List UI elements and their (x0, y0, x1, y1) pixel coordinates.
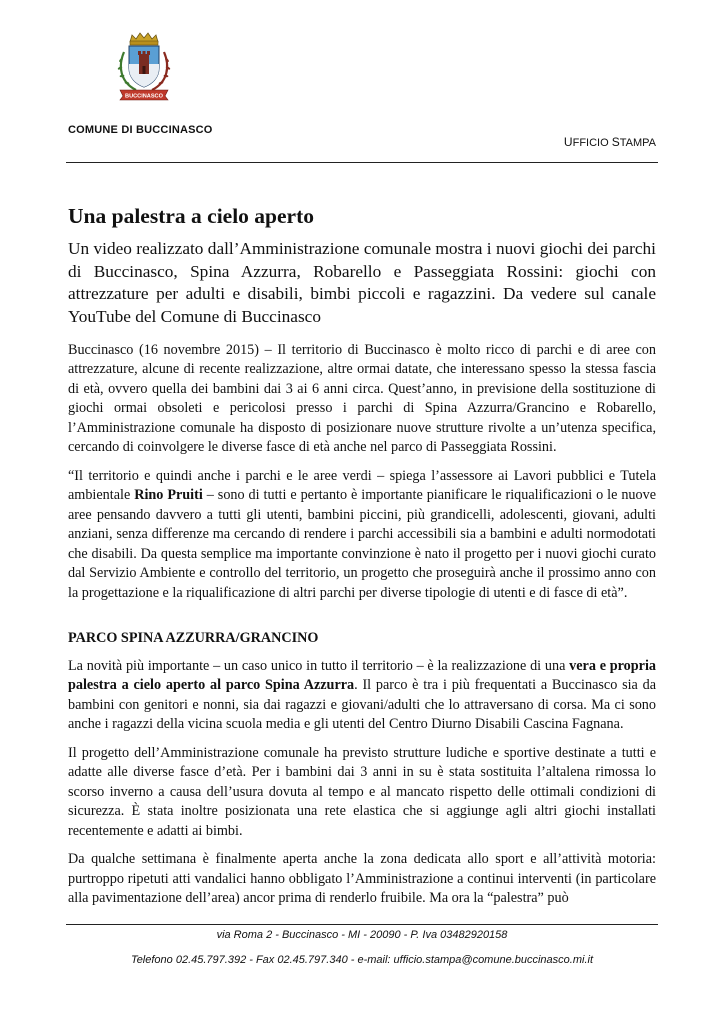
section-heading: PARCO SPINA AZZURRA/GRANCINO (68, 630, 319, 647)
article-subtitle: Un video realizzato dall’Amministrazione comunale mostra i nuovi giochi dei parchi di Buccinasco, Spina Azzurra, Robarello e Passeggiata Rossini: giochi con attrezzature per adulti e disabili, bimbi piccoli e ragazzini. Da vedere sul canale YouTube del Comune di Buccinasco (68, 239, 656, 327)
article-body (68, 203, 656, 918)
paragraph-intro: Buccinasco (16 novembre 2015) – Il territorio di Buccinasco è molto ricco di parchi e di aree con attrezzature, alcune di recente realizzazione, altre ormai datate, che interessano spesso la stessa fascia di età, ovvero quella dei bambini dai 3 ai 6 anni circa. Quest’anno, in previsione della sostituzione di giochi ormai obsoleti e pericolosi presso i parchi di Spina Azzurra/Grancino e Robarello, l’Amministrazione comunale ha disposto di posizionare nuove strutture rivolte a un’utenza specifica, cercando di coinvolgere le diverse fasce di età anche nel parco di Passeggiata Rossini. (68, 341, 656, 456)
paragraph-quote: “Il territorio e quindi anche i parchi e le aree verdi – spiega l’assessore ai Lavori pubblici e Tutela ambientale Rino Pruiti – sono di tutti e pertanto è importante pianificare le riqualificazioni o le nuove aree pensando davvero a tutti gli utenti, bambini piccini, più grandicelli, adolescenti, giovani, adulti anziani, senza differenze ma cercando di rendere i parchi accessibili sia a bambini e adulti normodotati che disabili. Da questa semplice ma importante convinzione è nato il progetto per i nuovi giochi curato dal Servizio Ambiente e controllo del territorio, un progetto che proseguirà anche il prossimo anno con la progettazione e la riqualificazione di altri parchi per diverse tipologie di utenti e di fasce di età”. (68, 467, 657, 601)
header-divider (66, 162, 658, 163)
organization-name: COMUNE DI BUCCINASCO (68, 124, 213, 136)
footer-divider (66, 924, 658, 925)
highlight-text: vera e propria palestra a cielo aperto al parco Spina Azzurra (68, 657, 656, 694)
footer-contacts: Telefono 02.45.797.392 - Fax 02.45.797.340 - e-mail: ufficio.stampa@comune.buccinasco.mi.it (130, 954, 594, 966)
office-name: UFFICIO STAMPA (563, 135, 656, 149)
article-title: Una palestra a cielo aperto (68, 204, 315, 228)
assessor-name: Rino Pruiti (134, 487, 203, 504)
coat-of-arms-logo (114, 30, 174, 102)
paragraph-sport-area: Da qualche settimana è finalmente aperta anche la zona dedicata allo sport e all’attività motoria: purtroppo ripetuti atti vandalici hanno obbligato l’Amministrazione a continui interventi (in particolare alla pavimentazione dell’area) ancor prima di renderlo fruibile. Ma ora la “palestra” può (68, 851, 656, 907)
crest-ribbon-text: BUCCINASCO (125, 93, 163, 100)
paragraph-project: Il progetto dell’Amministrazione comunale ha previsto strutture ludiche e sportive destinate a tutti e adatte alle diverse fasce d’età. Per i bambini dai 3 anni in su è stata sostituita l’altalena rimossa lo scorso inverno a causa dell’usura dovuta al tempo e al mancato rispetto delle ottimali condizioni di sicurezza. È stata inoltre posizionata una rete elastica che si aggiunge agli altri giochi installati recentemente e adatti ai bimbi. (68, 744, 656, 839)
footer-address: via Roma 2 - Buccinasco - MI - 20090 - P. Iva 03482920158 (216, 929, 508, 941)
paragraph-novelty: La novità più importante – un caso unico in tutto il territorio – è la realizzazione di una vera e propria palestra a cielo aperto al parco Spina Azzurra. Il parco è tra i più frequentati a Buccinasco sia da bambini con genitori e nonni, sia dai ragazzi e giovani/adulti che lo attraversano di corsa. Ma ci sono anche i ragazzi della vicina scuola media e gli utenti del Centro Diurno Disabili Cascina Fagnana. (68, 657, 656, 733)
